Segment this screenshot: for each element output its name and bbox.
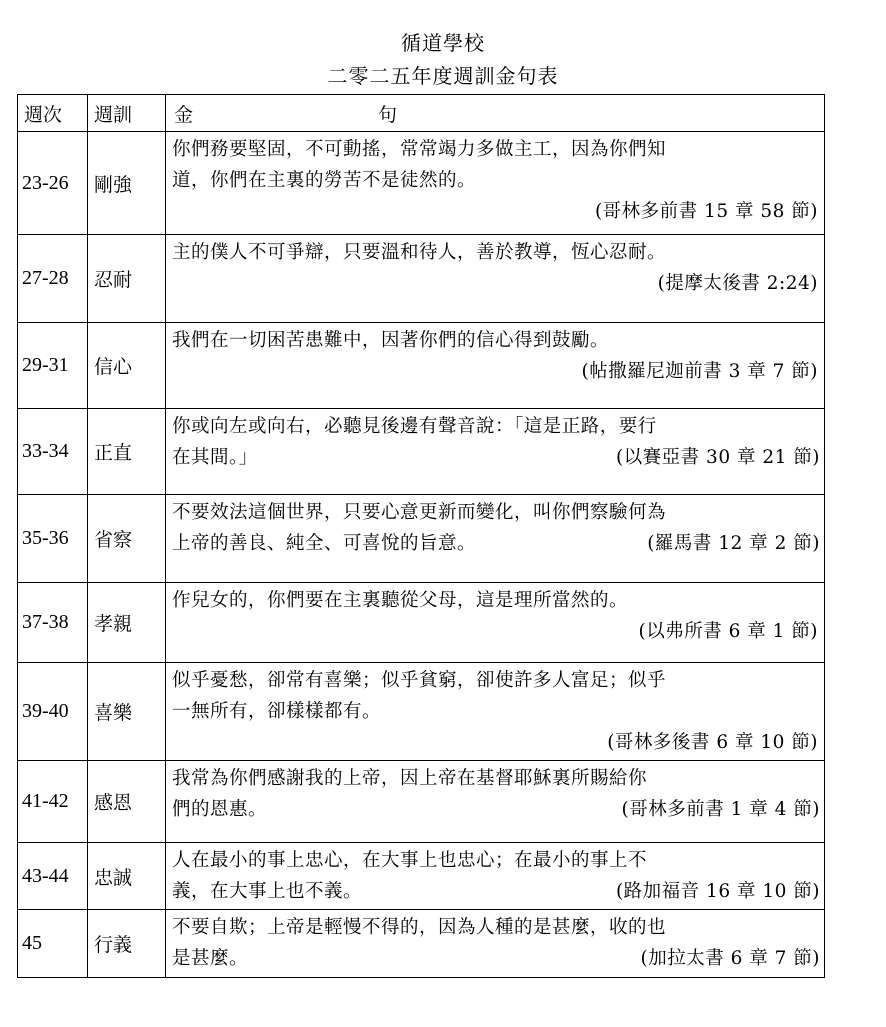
verse-line: 不要自欺；上帝是輕慢不得的，因為人種的是甚麼，收的也 bbox=[172, 917, 667, 938]
verse-line bbox=[172, 528, 820, 559]
week-cell: 33-34 bbox=[18, 409, 88, 495]
theme-cell: 省察 bbox=[88, 495, 166, 583]
theme-cell: 感恩 bbox=[88, 761, 166, 843]
week-cell: 45 bbox=[18, 910, 88, 978]
table-row bbox=[18, 663, 825, 761]
table-row bbox=[18, 495, 825, 583]
verse-line: 你或向左或向右，必聽見後邊有聲音說：「這是正路，要行 bbox=[172, 416, 657, 437]
verse-reference: (哥林多前書 15 章 58 節) bbox=[594, 201, 818, 222]
verse-line: 作兒女的，你們要在主裏聽從父母，這是理所當然的。 bbox=[172, 590, 629, 611]
verse-line: 我常為你們感謝我的上帝，因上帝在基督耶穌裏所賜給你 bbox=[172, 768, 648, 789]
column-header-verse-part-1: 金 bbox=[174, 103, 194, 126]
school-name: 循道學校 bbox=[401, 31, 485, 55]
table-row bbox=[18, 323, 825, 409]
theme-cell: 正直 bbox=[88, 409, 166, 495]
week-cell: 27-28 bbox=[18, 235, 88, 323]
theme-cell: 行義 bbox=[88, 910, 166, 978]
verse-reference: (哥林多前書 1 章 4 節) bbox=[621, 799, 820, 820]
verse-cell bbox=[166, 910, 825, 978]
verse-line: 似乎憂愁，卻常有喜樂；似乎貧窮，卻使許多人富足；似乎 bbox=[172, 670, 667, 691]
theme-cell: 忍耐 bbox=[88, 235, 166, 323]
verse-cell bbox=[166, 235, 825, 323]
verse-table bbox=[17, 94, 825, 978]
column-header-verse bbox=[166, 95, 825, 132]
table-row bbox=[18, 843, 825, 910]
verse-reference: (羅馬書 12 章 2 節) bbox=[647, 533, 820, 554]
theme-cell: 忠誠 bbox=[88, 843, 166, 910]
verse-reference: (提摩太後書 2:24) bbox=[657, 273, 818, 294]
week-cell: 41-42 bbox=[18, 761, 88, 843]
verse-cell bbox=[166, 583, 825, 663]
verse-line bbox=[172, 442, 820, 473]
theme-cell: 剛強 bbox=[88, 132, 166, 235]
verse-line: 道，你們在主裏的勞苦不是徒然的。 bbox=[172, 170, 477, 191]
verse-line: 不要效法這個世界，只要心意更新而變化，叫你們察驗何為 bbox=[172, 502, 667, 523]
verse-text: 在其間。」 bbox=[172, 447, 258, 468]
verse-line: 你們務要堅固，不可動搖，常常竭力多做主工，因為你們知 bbox=[172, 139, 667, 160]
verse-line bbox=[172, 876, 820, 907]
theme-cell: 信心 bbox=[88, 323, 166, 409]
verse-reference: (加拉太書 6 章 7 節) bbox=[640, 948, 820, 969]
week-cell: 29-31 bbox=[18, 323, 88, 409]
verse-text: 義，在大事上也不義。 bbox=[172, 881, 363, 902]
verse-reference: (以弗所書 6 章 1 節) bbox=[638, 621, 818, 642]
verse-line: 我們在一切困苦患難中，因著你們的信心得到鼓勵。 bbox=[172, 330, 610, 351]
table-row bbox=[18, 409, 825, 495]
week-cell: 39-40 bbox=[18, 663, 88, 761]
theme-cell: 孝親 bbox=[88, 583, 166, 663]
week-cell: 37-38 bbox=[18, 583, 88, 663]
week-cell: 35-36 bbox=[18, 495, 88, 583]
table-row bbox=[18, 761, 825, 843]
verse-reference: (路加福音 16 章 10 節) bbox=[615, 881, 820, 902]
verse-reference: (帖撒羅尼迦前書 3 章 7 節) bbox=[581, 361, 818, 382]
week-cell: 43-44 bbox=[18, 843, 88, 910]
verse-cell bbox=[166, 409, 825, 495]
verse-reference: (哥林多後書 6 章 10 節) bbox=[607, 732, 818, 753]
column-header-week: 週次 bbox=[18, 95, 88, 132]
verse-cell bbox=[166, 495, 825, 583]
column-header-theme: 週訓 bbox=[88, 95, 166, 132]
table-row bbox=[18, 910, 825, 978]
table-row bbox=[18, 235, 825, 323]
verse-line: 主的僕人不可爭辯，只要溫和待人，善於教導，恆心忍耐。 bbox=[172, 242, 667, 263]
verse-line bbox=[172, 794, 820, 825]
table-row bbox=[18, 583, 825, 663]
table-title: 二零二五年度週訓金句表 bbox=[327, 64, 559, 88]
verse-line bbox=[172, 943, 820, 974]
table-header-row bbox=[18, 95, 825, 132]
verse-text: 們的恩惠。 bbox=[172, 799, 268, 820]
verse-cell bbox=[166, 663, 825, 761]
theme-cell: 喜樂 bbox=[88, 663, 166, 761]
verse-text: 是甚麼。 bbox=[172, 948, 249, 969]
verse-reference: (以賽亞書 30 章 21 節) bbox=[615, 447, 820, 468]
column-header-verse-part-2: 句 bbox=[378, 103, 398, 126]
verse-text: 上帝的善良、純全、可喜悅的旨意。 bbox=[172, 533, 477, 554]
verse-cell bbox=[166, 132, 825, 235]
verse-cell bbox=[166, 843, 825, 910]
week-cell: 23-26 bbox=[18, 132, 88, 235]
table-row bbox=[18, 132, 825, 235]
verse-cell bbox=[166, 323, 825, 409]
verse-line: 人在最小的事上忠心，在大事上也忠心；在最小的事上不 bbox=[172, 850, 648, 871]
verse-line: 一無所有，卻樣樣都有。 bbox=[172, 701, 382, 722]
verse-cell bbox=[166, 761, 825, 843]
